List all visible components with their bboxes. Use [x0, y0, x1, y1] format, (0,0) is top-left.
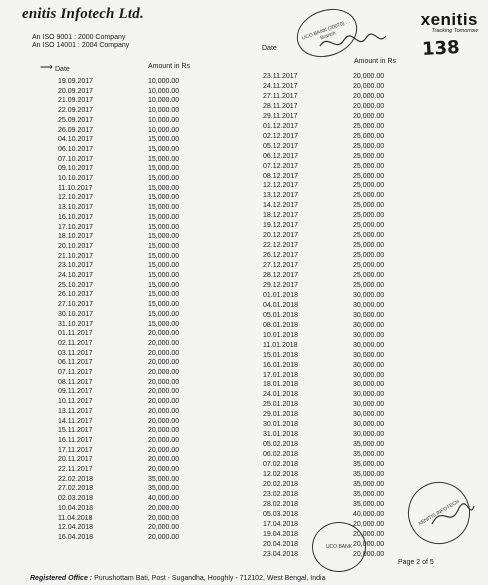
row-date: 06.11.2017 [58, 359, 93, 367]
row-date: 19.12.2017 [263, 222, 299, 230]
row-date: 23.04.2018 [263, 550, 299, 558]
row-amount: 15,000.00 [148, 272, 180, 279]
row-amount: 25,000.00 [353, 212, 385, 220]
row-date: 22.11.2017 [58, 466, 93, 473]
row-amount: 30,000.00 [353, 331, 385, 339]
row-date: 12.04.2018 [58, 524, 94, 532]
row-date: 24.11.2017 [263, 82, 298, 90]
logo-wordmark: xenitis [420, 10, 478, 29]
row-amount: 20,000.00 [148, 436, 180, 444]
row-amount: 25,000.00 [353, 172, 385, 180]
row-date: 05.03.2018 [263, 510, 299, 518]
row-amount: 20,000.00 [148, 533, 180, 541]
row-amount: 20,000.00 [148, 369, 180, 376]
row-date: 23.10.2017 [58, 262, 94, 270]
row-amount: 30,000.00 [353, 291, 385, 299]
row-date: 21.09.2017 [58, 97, 94, 105]
row-date: 17.11.2017 [58, 446, 93, 454]
row-amount: 15,000.00 [148, 194, 180, 202]
row-amount: 10,000.00 [148, 87, 180, 95]
row-amount: 35,000.00 [148, 485, 180, 493]
page-indicator: Page 2 of 5 [398, 559, 434, 566]
row-date: 27.10.2017 [58, 301, 94, 309]
row-amount: 10,000.00 [148, 126, 180, 134]
row-date: 07.11.2017 [58, 369, 93, 376]
row-amount: 35,000.00 [353, 500, 385, 508]
row-date: 06.12.2017 [263, 152, 299, 160]
row-date: 19.09.2017 [58, 78, 94, 85]
footer-address: Purushottam Bati, Post - Sugandha, Hooghly - 712102, West Bengal, India [94, 575, 326, 582]
row-amount: 10,000.00 [148, 107, 180, 115]
row-date: 12.12.2017 [263, 182, 299, 190]
row-amount: 35,000.00 [353, 490, 385, 498]
row-amount: 20,000.00 [148, 466, 180, 473]
row-amount: 15,000.00 [148, 301, 180, 309]
row-amount: 15,000.00 [148, 310, 180, 318]
row-date: 08.01.2018 [263, 321, 299, 329]
row-amount: 25,000.00 [353, 162, 385, 170]
row-date: 06.02.2018 [263, 451, 299, 459]
row-amount: 35,000.00 [353, 461, 385, 469]
row-amount: 15,000.00 [148, 252, 180, 260]
row-date: 07.10.2017 [58, 155, 94, 163]
row-date: 02.12.2017 [263, 132, 299, 140]
row-amount: 25,000.00 [353, 272, 385, 279]
row-amount: 20,000.00 [148, 378, 180, 386]
row-date: 22.02.2018 [58, 475, 94, 483]
row-amount: 20,000.00 [148, 359, 180, 367]
row-date: 04.10.2017 [58, 136, 94, 144]
row-amount: 40,000.00 [148, 495, 180, 503]
row-date: 11.04.2018 [58, 514, 93, 522]
row-amount: 25,000.00 [353, 252, 385, 260]
row-date: 26.10.2017 [58, 291, 94, 299]
row-amount: 35,000.00 [353, 471, 385, 478]
row-amount: 20,000.00 [353, 92, 385, 100]
row-amount: 20,000.00 [353, 73, 385, 80]
row-date: 17.01.2018 [263, 371, 299, 379]
row-date: 14.12.2017 [263, 202, 299, 210]
row-amount: 20,000.00 [148, 456, 180, 464]
row-date: 18.12.2017 [263, 212, 299, 220]
row-amount: 15,000.00 [148, 242, 180, 250]
row-date: 18.10.2017 [58, 233, 94, 241]
bank-stamp-top-text: UCO BANK (20070) ... Branch [301, 18, 351, 42]
row-amount: 30,000.00 [353, 371, 385, 379]
row-amount: 25,000.00 [353, 122, 385, 130]
row-date: 10.10.2017 [58, 175, 94, 182]
row-amount: 15,000.00 [148, 233, 180, 241]
row-amount: 25,000.00 [353, 182, 385, 190]
left-amount-header: Amount in Rs [148, 63, 191, 70]
row-amount: 10,000.00 [148, 78, 180, 85]
row-date: 07.02.2018 [263, 461, 299, 469]
row-date: 29.11.2017 [263, 112, 298, 120]
row-date: 10.01.2018 [263, 331, 299, 339]
row-amount: 25,000.00 [353, 242, 385, 250]
row-date: 10.11.2017 [58, 398, 93, 406]
bank-stamp-bottom [312, 522, 366, 572]
row-date: 11.10.2017 [58, 184, 93, 192]
row-date: 26.12.2017 [263, 252, 299, 260]
row-amount: 20,000.00 [148, 339, 180, 347]
row-date: 10.04.2018 [58, 504, 94, 512]
row-date: 30.10.2017 [58, 310, 94, 318]
row-amount: 15,000.00 [148, 155, 180, 163]
row-amount: 20,000.00 [148, 514, 180, 522]
row-date: 17.04.2018 [263, 520, 299, 528]
right-amount-header: Amount in Rs [354, 58, 397, 65]
row-amount: 25,000.00 [353, 232, 385, 240]
row-date: 28.11.2017 [263, 102, 298, 110]
row-date: 29.01.2018 [263, 411, 299, 419]
row-amount: 25,000.00 [353, 152, 385, 160]
row-amount: 30,000.00 [353, 401, 385, 409]
row-amount: 30,000.00 [353, 391, 385, 399]
company-seal-text: XENITIS INFOTECH [417, 498, 461, 528]
row-date: 25.09.2017 [58, 116, 94, 124]
row-amount: 15,000.00 [148, 320, 180, 328]
row-amount: 15,000.00 [148, 213, 180, 221]
row-amount: 25,000.00 [353, 222, 385, 230]
row-date: 29.12.2017 [263, 281, 299, 289]
row-date: 16.04.2018 [58, 533, 94, 541]
row-amount: 25,000.00 [353, 142, 385, 150]
row-amount: 30,000.00 [353, 411, 385, 419]
row-date: 24.10.2017 [58, 272, 94, 279]
row-date: 20.09.2017 [58, 87, 94, 95]
registered-office-footer [30, 575, 325, 582]
row-amount: 30,000.00 [353, 431, 385, 439]
row-date: 01.11.2017 [58, 330, 93, 338]
row-amount: 30,000.00 [353, 311, 385, 319]
row-amount: 15,000.00 [148, 145, 180, 153]
row-date: 01.12.2017 [263, 122, 299, 130]
row-amount: 20,000.00 [353, 112, 385, 120]
row-amount: 30,000.00 [353, 381, 385, 389]
row-date: 30.01.2018 [263, 421, 299, 429]
row-date: 16.11.2017 [58, 436, 93, 444]
row-date: 27.02.2018 [58, 485, 94, 493]
row-amount: 35,000.00 [353, 480, 385, 488]
row-date: 20.11.2017 [58, 456, 93, 464]
row-date: 05.12.2017 [263, 142, 299, 150]
row-date: 20.04.2018 [263, 540, 299, 548]
row-amount: 20,000.00 [148, 524, 180, 532]
row-date: 13.11.2017 [58, 407, 93, 415]
row-amount: 20,000.00 [148, 417, 180, 425]
row-date: 20.02.2018 [263, 480, 299, 488]
row-amount: 25,000.00 [353, 262, 385, 270]
row-amount: 20,000.00 [148, 398, 180, 406]
row-date: 05.01.2018 [263, 311, 299, 319]
row-amount: 15,000.00 [148, 262, 180, 270]
row-amount: 10,000.00 [148, 116, 180, 124]
row-amount: 20,000.00 [148, 504, 180, 512]
row-amount: 20,000.00 [148, 427, 180, 435]
row-date: 28.02.2018 [263, 500, 299, 508]
row-date: 15.01.2018 [263, 351, 299, 359]
left-date-header: Date [55, 66, 70, 73]
row-date: 14.11.2017 [58, 417, 93, 425]
iso-14001-line: An ISO 14001 : 2004 Company [32, 42, 130, 49]
row-date: 19.04.2018 [263, 530, 299, 538]
signature-bottom [428, 500, 478, 530]
row-date: 20.12.2017 [263, 232, 299, 240]
iso-9001-line: An ISO 9001 : 2000 Company [32, 34, 126, 41]
row-amount: 30,000.00 [353, 321, 385, 329]
row-amount: 25,000.00 [353, 192, 385, 200]
row-amount: 10,000.00 [148, 97, 180, 105]
row-amount: 20,000.00 [148, 407, 180, 415]
row-date: 01.01.2018 [263, 291, 299, 299]
row-date: 06.10.2017 [58, 145, 94, 153]
row-amount: 35,000.00 [148, 475, 180, 483]
row-date: 23.11.2017 [263, 73, 298, 80]
row-date: 13.12.2017 [263, 192, 299, 200]
row-date: 16.01.2018 [263, 361, 299, 369]
row-date: 07.12.2017 [263, 162, 299, 170]
row-amount: 20,000.00 [353, 540, 385, 548]
signature-top [318, 28, 388, 58]
row-date: 08.11.2017 [58, 378, 93, 386]
row-amount: 30,000.00 [353, 341, 385, 349]
row-date: 22.09.2017 [58, 107, 94, 115]
row-amount: 15,000.00 [148, 184, 180, 192]
row-date: 02.11.2017 [58, 339, 93, 347]
row-date: 05.02.2018 [263, 441, 299, 449]
row-amount: 20,000.00 [353, 82, 385, 90]
bank-stamp-bottom-text: UCO BANK [325, 544, 353, 550]
row-amount: 15,000.00 [148, 223, 180, 231]
row-amount: 20,000.00 [148, 388, 180, 396]
arrow-icon: ⟶ [40, 62, 53, 72]
footer-label: Registered Office : [30, 575, 93, 582]
row-date: 31.01.2018 [263, 431, 299, 439]
row-date: 22.12.2017 [263, 242, 299, 250]
company-logo [421, 10, 478, 34]
row-amount: 25,000.00 [353, 281, 385, 289]
row-date: 20.10.2017 [58, 242, 94, 250]
row-date: 25.01.2018 [263, 401, 299, 409]
row-date: 27.12.2017 [263, 262, 299, 270]
row-amount: 30,000.00 [353, 361, 385, 369]
row-amount: 30,000.00 [353, 421, 385, 429]
row-date: 24.01.2018 [263, 391, 299, 399]
row-date: 31.10.2017 [58, 320, 94, 328]
row-date: 13.10.2017 [58, 204, 94, 212]
row-amount: 20,000.00 [353, 520, 385, 528]
row-amount: 20,000.00 [353, 550, 385, 558]
row-amount: 15,000.00 [148, 204, 180, 212]
row-amount: 20,000.00 [353, 530, 385, 538]
row-date: 18.01.2018 [263, 381, 299, 389]
row-amount: 35,000.00 [353, 441, 385, 449]
row-date: 11.01.2018 [263, 341, 298, 349]
row-date: 15.11.2017 [58, 427, 93, 435]
right-date-header: Date [262, 45, 277, 52]
row-amount: 40,000.00 [353, 510, 385, 518]
row-date: 12.10.2017 [58, 194, 94, 202]
row-date: 09.10.2017 [58, 165, 94, 173]
row-date: 02.03.2018 [58, 495, 94, 503]
row-amount: 25,000.00 [353, 202, 385, 210]
row-date: 23.02.2018 [263, 490, 299, 498]
row-date: 03.11.2017 [58, 349, 93, 357]
row-date: 12.02.2018 [263, 471, 299, 478]
row-amount: 20,000.00 [353, 102, 385, 110]
row-date: 04.01.2018 [263, 301, 299, 309]
row-amount: 15,000.00 [148, 165, 180, 173]
row-amount: 15,000.00 [148, 136, 180, 144]
row-date: 25.10.2017 [58, 281, 94, 289]
row-date: 28.12.2017 [263, 272, 299, 279]
row-date: 09.11.2017 [58, 388, 93, 396]
handwritten-page-number: 138 [421, 37, 461, 60]
logo-tagline: Tracking Tomorrow [431, 28, 478, 34]
row-amount: 15,000.00 [148, 281, 180, 289]
row-amount: 30,000.00 [353, 301, 385, 309]
row-amount: 20,000.00 [148, 446, 180, 454]
row-amount: 25,000.00 [353, 132, 385, 140]
row-date: 27.11.2017 [263, 92, 298, 100]
company-name: enitis Infotech Ltd. [22, 6, 144, 22]
row-date: 21.10.2017 [58, 252, 94, 260]
row-amount: 35,000.00 [353, 451, 385, 459]
row-amount: 30,000.00 [353, 351, 385, 359]
row-amount: 15,000.00 [148, 291, 180, 299]
row-date: 08.12.2017 [263, 172, 299, 180]
row-date: 26.09.2017 [58, 126, 94, 134]
row-date: 17.10.2017 [58, 223, 94, 231]
row-amount: 20,000.00 [148, 349, 180, 357]
row-date: 16.10.2017 [58, 213, 94, 221]
row-amount: 15,000.00 [148, 175, 180, 182]
row-amount: 20,000.00 [148, 330, 180, 338]
